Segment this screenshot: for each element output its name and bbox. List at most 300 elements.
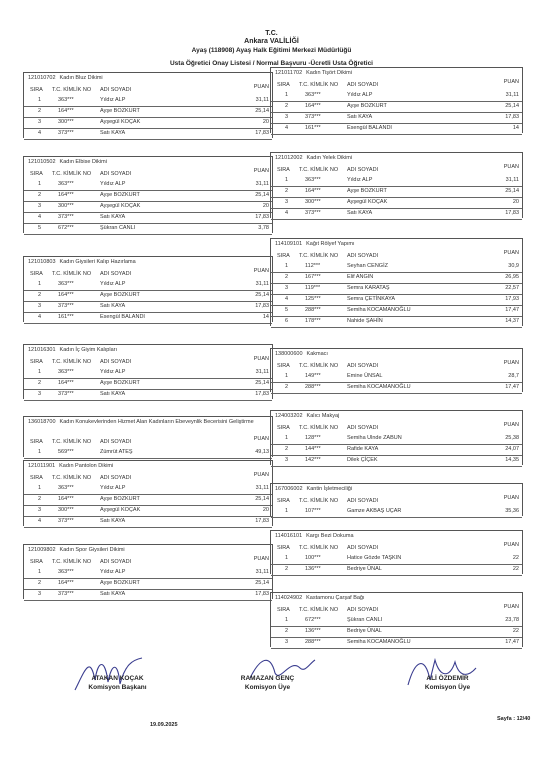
- table-row: [24, 447, 272, 459]
- row-score: 17,83: [505, 114, 519, 120]
- row-score: 25,14: [255, 292, 269, 298]
- col-sira: SIRA: [30, 559, 43, 565]
- row-no: 1: [285, 177, 289, 183]
- col-ad: ADI SOYADI: [347, 363, 379, 369]
- table-row: [24, 312, 272, 324]
- row-score: 31,11: [255, 369, 269, 375]
- col-puan: PUAN: [253, 84, 269, 90]
- row-score: 17,47: [505, 639, 519, 645]
- row-tc: 161***: [305, 125, 321, 131]
- row-tc: 178***: [305, 318, 321, 324]
- row-no: 5: [38, 225, 42, 231]
- col-sira: SIRA: [277, 82, 290, 88]
- course-section: [270, 67, 523, 133]
- row-score: 17,83: [255, 130, 269, 136]
- row-name: Ayşegül KOÇAK: [347, 199, 388, 205]
- col-sira: SIRA: [277, 545, 290, 551]
- row-tc: 125***: [305, 296, 321, 302]
- course-name: Kadın İç Giyim Kalıpları: [59, 347, 117, 353]
- signature-3-title: Komisyon Üye: [424, 684, 471, 691]
- row-tc: 149***: [305, 373, 321, 379]
- row-tc: 100***: [305, 555, 321, 561]
- row-tc: 164***: [58, 108, 74, 114]
- row-name: Yıldız ALP: [347, 177, 373, 183]
- course-title: [28, 159, 107, 165]
- row-no: 1: [38, 97, 42, 103]
- row-name: Yıldız ALP: [347, 92, 373, 98]
- row-no: 4: [38, 518, 42, 524]
- row-name: Şükran CANLI: [100, 225, 136, 231]
- col-puan: PUAN: [503, 79, 519, 85]
- course-name: Kadın Spor Giysileri Dikimi: [59, 547, 125, 553]
- row-no: 1: [38, 181, 42, 187]
- course-name: Kadın Elbise Dikimi: [59, 159, 107, 165]
- row-score: 24,07: [505, 446, 519, 452]
- row-name: Ayşe BOZKURT: [347, 188, 387, 194]
- row-score: 14: [262, 314, 269, 320]
- row-no: 4: [38, 314, 42, 320]
- col-sira: SIRA: [30, 87, 43, 93]
- course-code: 167006002: [275, 486, 303, 492]
- signature-3: [405, 675, 490, 691]
- course-code: 114109101: [275, 241, 303, 247]
- row-no: 3: [285, 639, 289, 645]
- row-no: 2: [38, 292, 42, 298]
- row-no: 1: [285, 555, 289, 561]
- course-name: Kalıcı Makyaj: [306, 413, 340, 419]
- course-title: [28, 259, 136, 265]
- course-section: [23, 156, 273, 233]
- row-score: 17,83: [505, 210, 519, 216]
- row-score: 31,11: [505, 177, 519, 183]
- col-puan: PUAN: [503, 250, 519, 256]
- row-no: 3: [285, 285, 289, 291]
- col-ad: ADI SOYADI: [347, 425, 379, 431]
- col-tc: T.C. KİMLİK NO: [299, 82, 339, 88]
- row-name: Semiha KOCAMANOĞLU: [347, 384, 411, 390]
- row-name: Yıldız ALP: [100, 369, 126, 375]
- row-score: 17,47: [505, 384, 519, 390]
- document-date: 19.09.2025: [150, 722, 178, 728]
- row-tc: 373***: [58, 518, 74, 524]
- course-section: [270, 410, 523, 465]
- row-tc: 164***: [58, 192, 74, 198]
- col-puan: PUAN: [253, 472, 269, 478]
- row-no: 2: [38, 496, 42, 502]
- col-ad: ADI SOYADI: [100, 271, 132, 277]
- course-section: [23, 72, 273, 138]
- signature-2-title: Komisyon Üye: [244, 684, 291, 691]
- course-section: [270, 238, 523, 326]
- col-tc: T.C. KİMLİK NO: [52, 359, 92, 365]
- row-name: Emine ÜNSAL: [347, 373, 383, 379]
- row-score: 14: [512, 125, 519, 131]
- course-section: [23, 460, 273, 526]
- row-no: 1: [285, 373, 289, 379]
- course-code: 121011702: [275, 70, 303, 76]
- row-score: 31,11: [255, 569, 269, 575]
- row-name: Satı KAYA: [347, 210, 373, 216]
- table-row: [271, 208, 522, 220]
- row-score: 49,13: [255, 449, 269, 455]
- row-no: 3: [285, 199, 289, 205]
- course-code: 114016101: [275, 533, 303, 539]
- row-no: 3: [38, 119, 42, 125]
- row-no: 3: [38, 203, 42, 209]
- course-section: [270, 483, 523, 516]
- row-tc: 128***: [305, 435, 321, 441]
- course-name: Kantin İşletmeciliği: [306, 486, 353, 492]
- course-name: Kakmacı: [306, 351, 328, 357]
- row-score: 31,11: [505, 92, 519, 98]
- col-sira: SIRA: [30, 439, 43, 445]
- row-name: Yıldız ALP: [100, 281, 126, 287]
- row-no: 2: [285, 384, 289, 390]
- row-score: 20: [262, 119, 269, 125]
- row-no: 3: [285, 457, 289, 463]
- col-tc: T.C. KİMLİK NO: [299, 498, 339, 504]
- col-puan: PUAN: [503, 422, 519, 428]
- row-name: Satı KAYA: [100, 391, 126, 397]
- signature-2-name: RAMAZAN GENÇ: [240, 675, 295, 682]
- row-tc: 672***: [58, 225, 74, 231]
- row-name: Yıldız ALP: [100, 97, 126, 103]
- col-puan: PUAN: [253, 436, 269, 442]
- row-score: 17,93: [505, 296, 519, 302]
- table-row: [24, 223, 272, 235]
- row-score: 17,47: [505, 307, 519, 313]
- row-score: 28,7: [508, 373, 519, 379]
- course-section: [23, 416, 273, 457]
- table-row: [24, 128, 272, 140]
- row-score: 17,83: [255, 591, 269, 597]
- course-title: [275, 486, 352, 492]
- row-no: 1: [38, 569, 42, 575]
- row-tc: 569***: [58, 449, 74, 455]
- row-name: Semiha KOCAMANOĞLU: [347, 639, 411, 645]
- row-name: Ayşe BOZKURT: [100, 580, 140, 586]
- row-tc: 112***: [305, 263, 321, 269]
- row-tc: 373***: [58, 130, 74, 136]
- row-name: Ayşe BOZKURT: [100, 380, 140, 386]
- col-puan: PUAN: [253, 556, 269, 562]
- row-no: 1: [38, 449, 42, 455]
- row-name: Ayşe BOZKURT: [100, 108, 140, 114]
- row-score: 25,14: [255, 192, 269, 198]
- row-name: Zümrüt ATEŞ: [100, 449, 133, 455]
- row-score: 20: [262, 203, 269, 209]
- row-tc: 300***: [58, 203, 74, 209]
- row-score: 25,14: [255, 580, 269, 586]
- row-no: 2: [38, 192, 42, 198]
- col-sira: SIRA: [30, 359, 43, 365]
- header-line-2: Ankara VALİLİĞİ: [244, 38, 299, 45]
- course-name: Kadın Tişört Dikimi: [306, 70, 352, 76]
- col-tc: T.C. KİMLİK NO: [52, 271, 92, 277]
- row-no: 3: [38, 507, 42, 513]
- row-tc: 144***: [305, 446, 321, 452]
- row-name: Gamze AKBAŞ UÇAR: [347, 508, 402, 514]
- row-tc: 288***: [305, 384, 321, 390]
- row-tc: 164***: [58, 380, 74, 386]
- row-tc: 288***: [305, 639, 321, 645]
- row-name: Dilek ÇİÇEK: [347, 457, 378, 463]
- row-score: 17,83: [255, 518, 269, 524]
- col-tc: T.C. KİMLİK NO: [52, 87, 92, 93]
- row-name: Yıldız ALP: [100, 569, 126, 575]
- table-row: [271, 564, 522, 576]
- row-score: 25,38: [505, 435, 519, 441]
- row-name: Yıldız ALP: [100, 181, 126, 187]
- course-title: [28, 547, 125, 553]
- row-score: 31,11: [255, 485, 269, 491]
- table-row: [271, 382, 522, 394]
- row-tc: 300***: [58, 507, 74, 513]
- course-name: Kastamonu Çarşaf Bağı: [306, 595, 365, 601]
- signature-1: [75, 675, 160, 691]
- row-tc: 363***: [58, 485, 74, 491]
- col-ad: ADI SOYADI: [347, 607, 379, 613]
- row-score: 26,95: [505, 274, 519, 280]
- col-tc: T.C. KİMLİK NO: [299, 167, 339, 173]
- row-name: Şükran CANLI: [347, 617, 383, 623]
- row-no: 2: [285, 566, 289, 572]
- course-code: 114024902: [275, 595, 303, 601]
- row-tc: 164***: [58, 496, 74, 502]
- row-tc: 136***: [305, 628, 321, 634]
- row-score: 22: [512, 566, 519, 572]
- row-tc: 363***: [58, 181, 74, 187]
- row-tc: 167***: [305, 274, 321, 280]
- row-name: Semiha Ulnde ZABUN: [347, 435, 402, 441]
- row-score: 35,36: [505, 508, 519, 514]
- row-no: 1: [285, 508, 289, 514]
- row-score: 25,14: [505, 103, 519, 109]
- course-name: Kadın Bluz Dikimi: [59, 75, 103, 81]
- col-tc: T.C. KİMLİK NO: [299, 425, 339, 431]
- header-line-1: T.C.: [265, 30, 278, 37]
- course-code: 121009802: [28, 547, 56, 553]
- course-title: [275, 595, 365, 601]
- row-score: 31,11: [255, 97, 269, 103]
- col-sira: SIRA: [277, 167, 290, 173]
- col-tc: T.C. KİMLİK NO: [52, 171, 92, 177]
- col-tc: T.C. KİMLİK NO: [52, 439, 92, 445]
- row-tc: 363***: [305, 177, 321, 183]
- col-tc: T.C. KİMLİK NO: [299, 545, 339, 551]
- row-no: 5: [285, 307, 289, 313]
- row-name: Satı KAYA: [100, 591, 126, 597]
- course-section: [270, 592, 523, 647]
- row-no: 1: [285, 263, 289, 269]
- row-tc: 363***: [58, 369, 74, 375]
- row-tc: 363***: [58, 569, 74, 575]
- table-row: [271, 123, 522, 135]
- course-code: 124003202: [275, 413, 303, 419]
- col-tc: T.C. KİMLİK NO: [52, 475, 92, 481]
- row-name: Ayşegül KOÇAK: [100, 507, 141, 513]
- col-ad: ADI SOYADI: [100, 87, 132, 93]
- row-name: Semra ÇETİNKAYA: [347, 296, 396, 302]
- row-no: 1: [285, 92, 289, 98]
- row-tc: 107***: [305, 508, 321, 514]
- course-title: [275, 533, 354, 539]
- col-puan: PUAN: [503, 542, 519, 548]
- row-tc: 363***: [58, 281, 74, 287]
- row-score: 3,78: [258, 225, 269, 231]
- row-name: Ayşe BOZKURT: [100, 292, 140, 298]
- row-no: 4: [38, 214, 42, 220]
- row-tc: 373***: [58, 303, 74, 309]
- row-tc: 164***: [305, 103, 321, 109]
- header-line-3: Ayaş (118908) Ayaş Halk Eğitimi Merkezi Müdürlüğü: [191, 47, 352, 54]
- col-sira: SIRA: [30, 271, 43, 277]
- course-title: [275, 413, 339, 419]
- col-ad: ADI SOYADI: [347, 253, 379, 259]
- col-sira: SIRA: [277, 498, 290, 504]
- course-code: 121010702: [28, 75, 56, 81]
- row-no: 1: [285, 435, 289, 441]
- row-name: Satı KAYA: [100, 214, 126, 220]
- course-code: 138000600: [275, 351, 303, 357]
- col-puan: PUAN: [503, 164, 519, 170]
- row-name: Ayşe BOZKURT: [347, 103, 387, 109]
- row-name: Bedriye ÜNAL: [347, 566, 382, 572]
- row-score: 25,14: [255, 108, 269, 114]
- row-name: Hatice Gözde TAŞKIN: [347, 555, 402, 561]
- col-puan: PUAN: [503, 604, 519, 610]
- row-tc: 288***: [305, 307, 321, 313]
- row-no: 1: [38, 369, 42, 375]
- course-section: [23, 344, 273, 399]
- col-puan: PUAN: [503, 360, 519, 366]
- col-ad: ADI SOYADI: [100, 171, 132, 177]
- col-puan: PUAN: [253, 168, 269, 174]
- col-ad: ADI SOYADI: [347, 167, 379, 173]
- table-row: [24, 516, 272, 528]
- row-tc: 363***: [58, 97, 74, 103]
- course-name: Kadın Yelek Dikimi: [306, 155, 353, 161]
- row-no: 2: [285, 274, 289, 280]
- row-name: Semra KARATAŞ: [347, 285, 390, 291]
- col-sira: SIRA: [277, 425, 290, 431]
- row-tc: 373***: [58, 214, 74, 220]
- course-code: 121010803: [28, 259, 56, 265]
- row-name: Esengül BALANDI: [347, 125, 392, 131]
- row-tc: 373***: [58, 591, 74, 597]
- row-no: 4: [285, 296, 289, 302]
- header-line-4: Usta Öğretici Onay Listesi / Normal Başvuru -Ücretli Usta Öğretici: [169, 60, 373, 67]
- row-score: 17,83: [255, 214, 269, 220]
- course-section: [23, 544, 273, 599]
- col-ad: ADI SOYADI: [100, 475, 132, 481]
- course-title: [275, 351, 328, 357]
- col-puan: PUAN: [253, 356, 269, 362]
- row-score: 17,83: [255, 391, 269, 397]
- signature-1-title: Komisyon Başkanı: [88, 684, 147, 691]
- row-tc: 672***: [305, 617, 321, 623]
- row-tc: 164***: [58, 292, 74, 298]
- col-tc: T.C. KİMLİK NO: [299, 607, 339, 613]
- row-tc: 161***: [58, 314, 74, 320]
- course-title: [275, 155, 352, 161]
- row-name: Satı KAYA: [100, 130, 126, 136]
- col-ad: ADI SOYADI: [347, 82, 379, 88]
- course-code: 121010502: [28, 159, 56, 165]
- course-section: [23, 256, 273, 322]
- col-puan: PUAN: [503, 495, 519, 501]
- row-score: 25,14: [255, 496, 269, 502]
- row-no: 1: [38, 281, 42, 287]
- col-puan: PUAN: [253, 268, 269, 274]
- course-title: [28, 75, 103, 81]
- row-no: 2: [285, 103, 289, 109]
- col-sira: SIRA: [30, 171, 43, 177]
- row-score: 22,57: [505, 285, 519, 291]
- row-score: 22: [512, 628, 519, 634]
- row-no: 2: [38, 108, 42, 114]
- col-tc: T.C. KİMLİK NO: [299, 253, 339, 259]
- row-score: 25,14: [255, 380, 269, 386]
- row-score: 14,37: [505, 318, 519, 324]
- row-no: 4: [285, 125, 289, 131]
- row-no: 3: [285, 114, 289, 120]
- row-no: 2: [285, 188, 289, 194]
- col-ad: ADI SOYADI: [100, 439, 132, 445]
- row-score: 23,78: [505, 617, 519, 623]
- table-row: [24, 389, 272, 401]
- row-name: Ayşegül KOÇAK: [100, 119, 141, 125]
- row-no: 4: [285, 210, 289, 216]
- row-name: Elif ANGIN: [347, 274, 374, 280]
- row-score: 30,9: [508, 263, 519, 269]
- row-no: 3: [38, 391, 42, 397]
- row-name: Nahide ŞAHİN: [347, 318, 383, 324]
- row-name: Satı KAYA: [347, 114, 373, 120]
- course-name: Kadın Pantolon Dikimi: [59, 463, 114, 469]
- col-sira: SIRA: [277, 607, 290, 613]
- signature-2: [225, 675, 310, 691]
- course-title: [28, 463, 113, 469]
- col-sira: SIRA: [277, 363, 290, 369]
- row-name: Seyhan CENGİZ: [347, 263, 388, 269]
- row-no: 2: [285, 628, 289, 634]
- row-no: 4: [38, 130, 42, 136]
- row-score: 20: [262, 507, 269, 513]
- row-tc: 373***: [58, 391, 74, 397]
- row-score: 17,83: [255, 303, 269, 309]
- row-tc: 136***: [305, 566, 321, 572]
- table-row: [271, 316, 522, 328]
- table-row: [271, 455, 522, 467]
- course-code: 136018700: [28, 419, 56, 425]
- row-name: Semiha KOCAMANOĞLU: [347, 307, 411, 313]
- row-name: Satı KAYA: [100, 303, 126, 309]
- col-sira: SIRA: [30, 475, 43, 481]
- course-name: Kağıt Rölyef Yapımı: [306, 241, 355, 247]
- row-score: 14,35: [505, 457, 519, 463]
- row-tc: 373***: [305, 114, 321, 120]
- course-name: Kargı Bezi Dokuma: [306, 533, 354, 539]
- col-sira: SIRA: [277, 253, 290, 259]
- col-ad: ADI SOYADI: [100, 359, 132, 365]
- col-tc: T.C. KİMLİK NO: [299, 363, 339, 369]
- row-tc: 363***: [305, 92, 321, 98]
- row-tc: 164***: [305, 188, 321, 194]
- col-tc: T.C. KİMLİK NO: [52, 559, 92, 565]
- row-no: 6: [285, 318, 289, 324]
- course-code: 121011901: [28, 463, 56, 469]
